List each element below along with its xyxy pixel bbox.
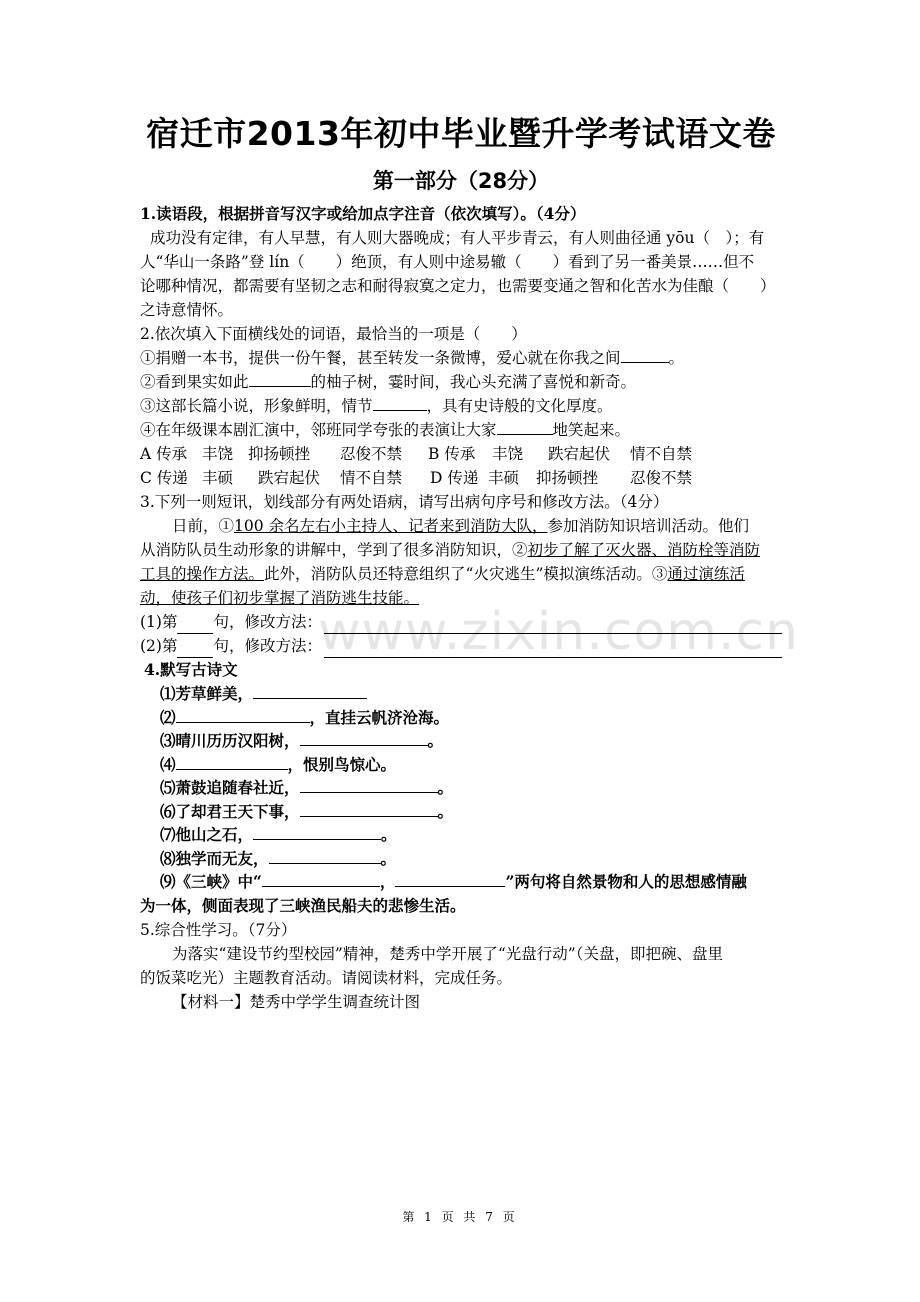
q5-paragraph-line-1: 为落实“建设节约型校园”精神，楚秀中学开展了“光盘行动”（关盘，即把碗、盘里 (172, 944, 723, 963)
q4-item-6: ⑹了却君王天下事， 。 (160, 801, 454, 821)
q3-sentence-number-2[interactable] (177, 641, 213, 658)
watermark: www.zixin.com.cn (318, 602, 799, 662)
page-title: 宿迁市2013年初中毕业暨升学考试语文卷 (146, 114, 776, 153)
q1-line-2: 人“华山一条路”登 lín（ ）绝顶，有人则中途易辙（ ）看到了另一番美景……但不 (140, 253, 755, 271)
q2-options-row-1: A 传承 丰饶 抑扬顿挫 忍俊不禁 B 传承 丰饶 跌宕起伏 情不自禁 (140, 445, 693, 463)
q2-blank-1[interactable] (621, 346, 669, 363)
page-footer: 第 1 页 共 7 页 (402, 1210, 518, 1224)
q4-item-9-continued: 为一体，侧面表现了三峡渔民船夫的悲惨生活。 (140, 895, 466, 915)
q2-blank-2[interactable] (249, 370, 311, 387)
q4-item-2: ⑵ ，直挂云帆济沧海。 (160, 707, 450, 727)
q1-heading: 1.读语段，根据拼音写汉字或给加点字注音（依次填写）。（4分） (140, 204, 586, 223)
q3-paragraph-line-3: 工具的操作方法。此外，消防队员还特意组织了“火灾逃生”模拟演练活动。③通过演练活 (140, 565, 745, 583)
q3-sentence-3: 通过演练活 (667, 565, 745, 583)
q2-item-2: ②看到果实如此 的柚子树，霎时间，我心头充满了喜悦和新奇。 (140, 370, 782, 394)
q3-answer-row-1: (1)第 句，修改方法： (140, 610, 782, 634)
q3-sentence-1: 100 余名左右小主持人、记者来到消防大队， (234, 517, 548, 535)
q4-blank-3[interactable] (300, 729, 428, 746)
q2-options-row-2: C 传递 丰硕 跌宕起伏 情不自禁 D 传递 丰硕 抑扬顿挫 忍俊不禁 (140, 469, 693, 487)
q4-blank-9a[interactable] (262, 870, 380, 887)
q1-line-1: 成功没有定律，有人早慧，有人则大器晚成；有人平步青云，有人则曲径通 yōu（ ）；有 (150, 229, 765, 247)
q3-method-2[interactable] (324, 640, 782, 658)
q3-paragraph-line-2: 从消防队员生动形象的讲解中，学到了很多消防知识，②初步了解了灭火器、消防栓等消防 (140, 541, 761, 559)
q5-heading: 5.综合性学习。（7分） (140, 920, 297, 939)
q2-heading: 2.依次填入下面横线处的词语，最恰当的一项是（ ） (140, 325, 527, 343)
q1-line-4: 之诗意情怀。 (140, 301, 234, 319)
q4-blank-7[interactable] (253, 823, 381, 840)
q3-sentence-number-1[interactable] (177, 617, 213, 634)
q2-item-1: ①捐赠一本书，提供一份午餐，甚至转发一条微博，爱心就在你我之间 。 (140, 346, 782, 370)
q5-paragraph-line-2: 的饭菜吃光）主题教育活动。请阅读材料，完成任务。 (140, 968, 513, 987)
q5-material-1-label: 【材料一】楚秀中学学生调查统计图 (172, 992, 421, 1011)
q4-heading: 4.默写古诗文 (144, 660, 238, 679)
q4-blank-6[interactable] (300, 800, 438, 817)
q1-line-3: 论哪种情况，都需要有坚韧之志和耐得寂寞之定力，也需要变通之智和化苦水为佳酿（ ） (140, 277, 776, 295)
q3-method-1[interactable] (324, 616, 782, 634)
q3-answer-row-2: (2)第 句，修改方法： (140, 634, 782, 658)
q4-blank-4[interactable] (176, 753, 288, 770)
q2-blank-3[interactable] (373, 394, 427, 411)
q4-item-5: ⑸萧鼓追随春社近， 。 (160, 778, 454, 797)
q4-blank-9b[interactable] (395, 870, 505, 887)
q4-item-3: ⑶晴川历历汉阳树， 。 (160, 731, 444, 750)
q4-item-7: ⑺他山之石， 。 (160, 825, 397, 844)
q4-blank-5[interactable] (300, 776, 438, 793)
q4-item-4: ⑷ ，恨别鸟惊心。 (160, 754, 397, 774)
q4-blank-1[interactable] (253, 682, 367, 699)
exam-page (140, 112, 782, 1014)
section-title: 第一部分（28分） (372, 169, 550, 193)
q3-paragraph-line-1: 日前，①100 余名左右小主持人、记者来到消防大队，参加消防知识培训活动。他们 (172, 517, 750, 535)
q4-item-8: ⑻独学而无友， 。 (160, 848, 397, 868)
q4-blank-2[interactable] (176, 706, 310, 723)
q4-blank-8[interactable] (269, 847, 381, 864)
q3-sentence-2: 初步了解了灭火器、消防栓等消防 (527, 541, 761, 559)
q2-item-4: ④在年级课本剧汇演中，邻班同学夸张的表演让大家 地笑起来。 (140, 418, 782, 442)
q4-item-1: ⑴芳草鲜美， (160, 682, 782, 706)
q3-paragraph-line-4: 动，使孩子们初步掌握了消防逃生技能。 (140, 589, 420, 607)
q2-item-3: ③这部长篇小说，形象鲜明，情节 ，具有史诗般的文化厚度。 (140, 394, 782, 418)
q4-item-9: ⑼《三峡》中“ ， ”两句将自然景物和人的思想感情融 (160, 872, 747, 891)
q2-blank-4[interactable] (497, 418, 553, 435)
q3-heading: 3.下列一则短讯，划线部分有两处语病，请写出病句序号和修改方法。（4分） (140, 493, 669, 511)
